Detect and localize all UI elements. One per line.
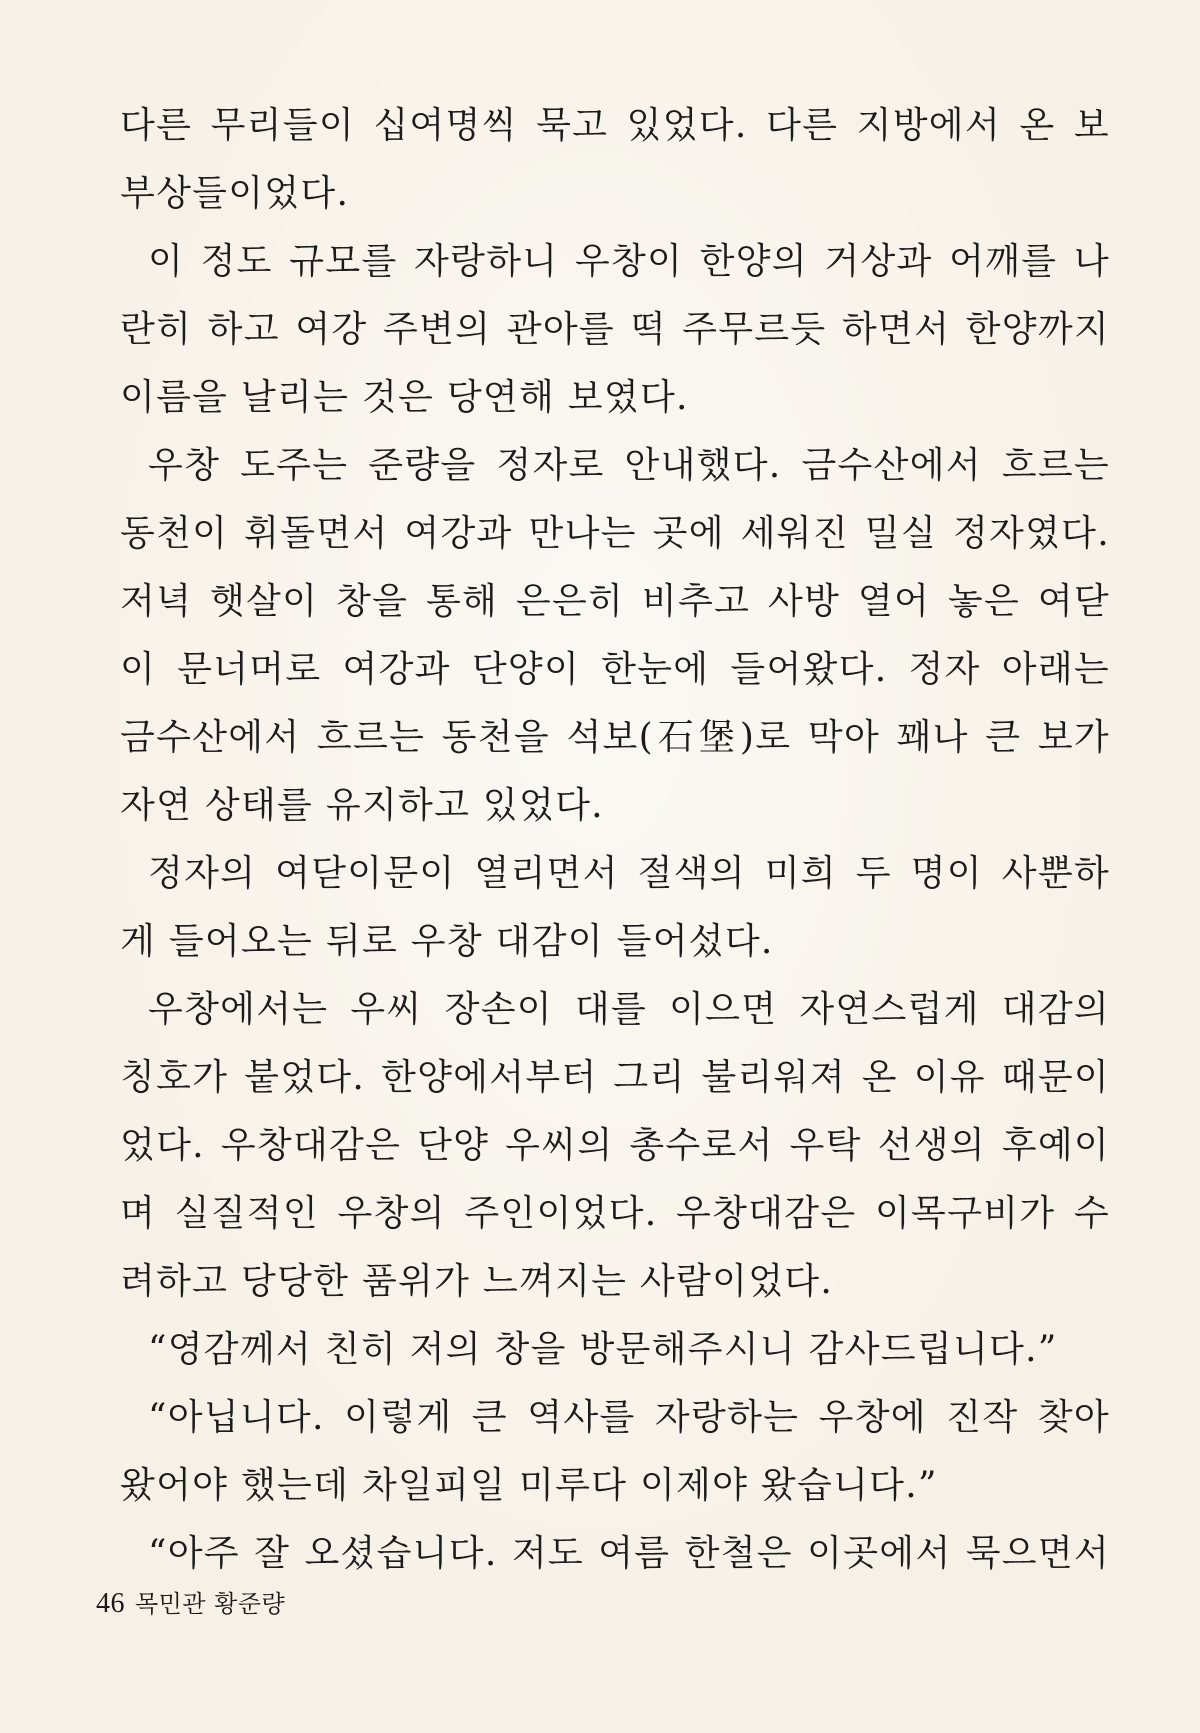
text-line: 이 문너머로 여강과 단양이 한눈에 들어왔다. 정자 아래는 [120, 649, 1110, 690]
text-line: 이 정도 규모를 자랑하니 우창이 한양의 거상과 어깨를 나 [148, 241, 1110, 282]
text-line: 며 실질적인 우창의 주인이었다. 우창대감은 이목구비가 수 [120, 1193, 1110, 1234]
text-line: 다른 무리들이 십여명씩 묵고 있었다. 다른 지방에서 온 보 [120, 105, 1110, 146]
text-line: 우창 도주는 준량을 정자로 안내했다. 금수산에서 흐르는 [148, 445, 1110, 486]
text-line: 려하고 당당한 품위가 느껴지는 사람이었다. [120, 1261, 834, 1302]
text-line: 게 들어오는 뒤로 우창 대감이 들어섰다. [120, 921, 774, 962]
page-footer [96, 1584, 285, 1620]
text-line: 우창에서는 우씨 장손이 대를 이으면 자연스럽게 대감의 [148, 989, 1110, 1030]
page-number: 46 [96, 1588, 125, 1619]
text-line: 저녁 햇살이 창을 통해 은은히 비추고 사방 열어 놓은 여닫 [120, 581, 1110, 622]
body-text [120, 92, 1110, 1588]
text-line: 었다. 우창대감은 단양 우씨의 총수로서 우탁 선생의 후예이 [120, 1125, 1110, 1166]
text-line: 왔어야 했는데 차일피일 미루다 이제야 왔습니다.” [120, 1465, 938, 1506]
text-line: 란히 하고 여강 주변의 관아를 떡 주무르듯 하면서 한양까지 [120, 309, 1110, 350]
text-line: “영감께서 친히 저의 창을 방문해주시니 감사드립니다.” [148, 1329, 1058, 1370]
running-title: 목민관 황준량 [135, 1590, 286, 1618]
text-line: 이름을 날리는 것은 당연해 보였다. [120, 377, 689, 418]
text-line: “아닙니다. 이렇게 큰 역사를 자랑하는 우창에 진작 찾아 [148, 1397, 1110, 1438]
text-line: “아주 잘 오셨습니다. 저도 여름 한철은 이곳에서 묵으면서 [148, 1533, 1110, 1574]
text-line: 정자의 여닫이문이 열리면서 절색의 미희 두 명이 사뿐하 [148, 853, 1110, 894]
text-line: 동천이 휘돌면서 여강과 만나는 곳에 세워진 밀실 정자였다. [120, 513, 1110, 554]
text-line: 자연 상태를 유지하고 있었다. [120, 785, 604, 826]
text-line: 부상들이었다. [120, 173, 350, 214]
text-line: 금수산에서 흐르는 동천을 석보(石堡)로 막아 꽤나 큰 보가 [120, 717, 1110, 758]
text-line: 칭호가 붙었다. 한양에서부터 그리 불리워져 온 이유 때문이 [120, 1057, 1110, 1098]
